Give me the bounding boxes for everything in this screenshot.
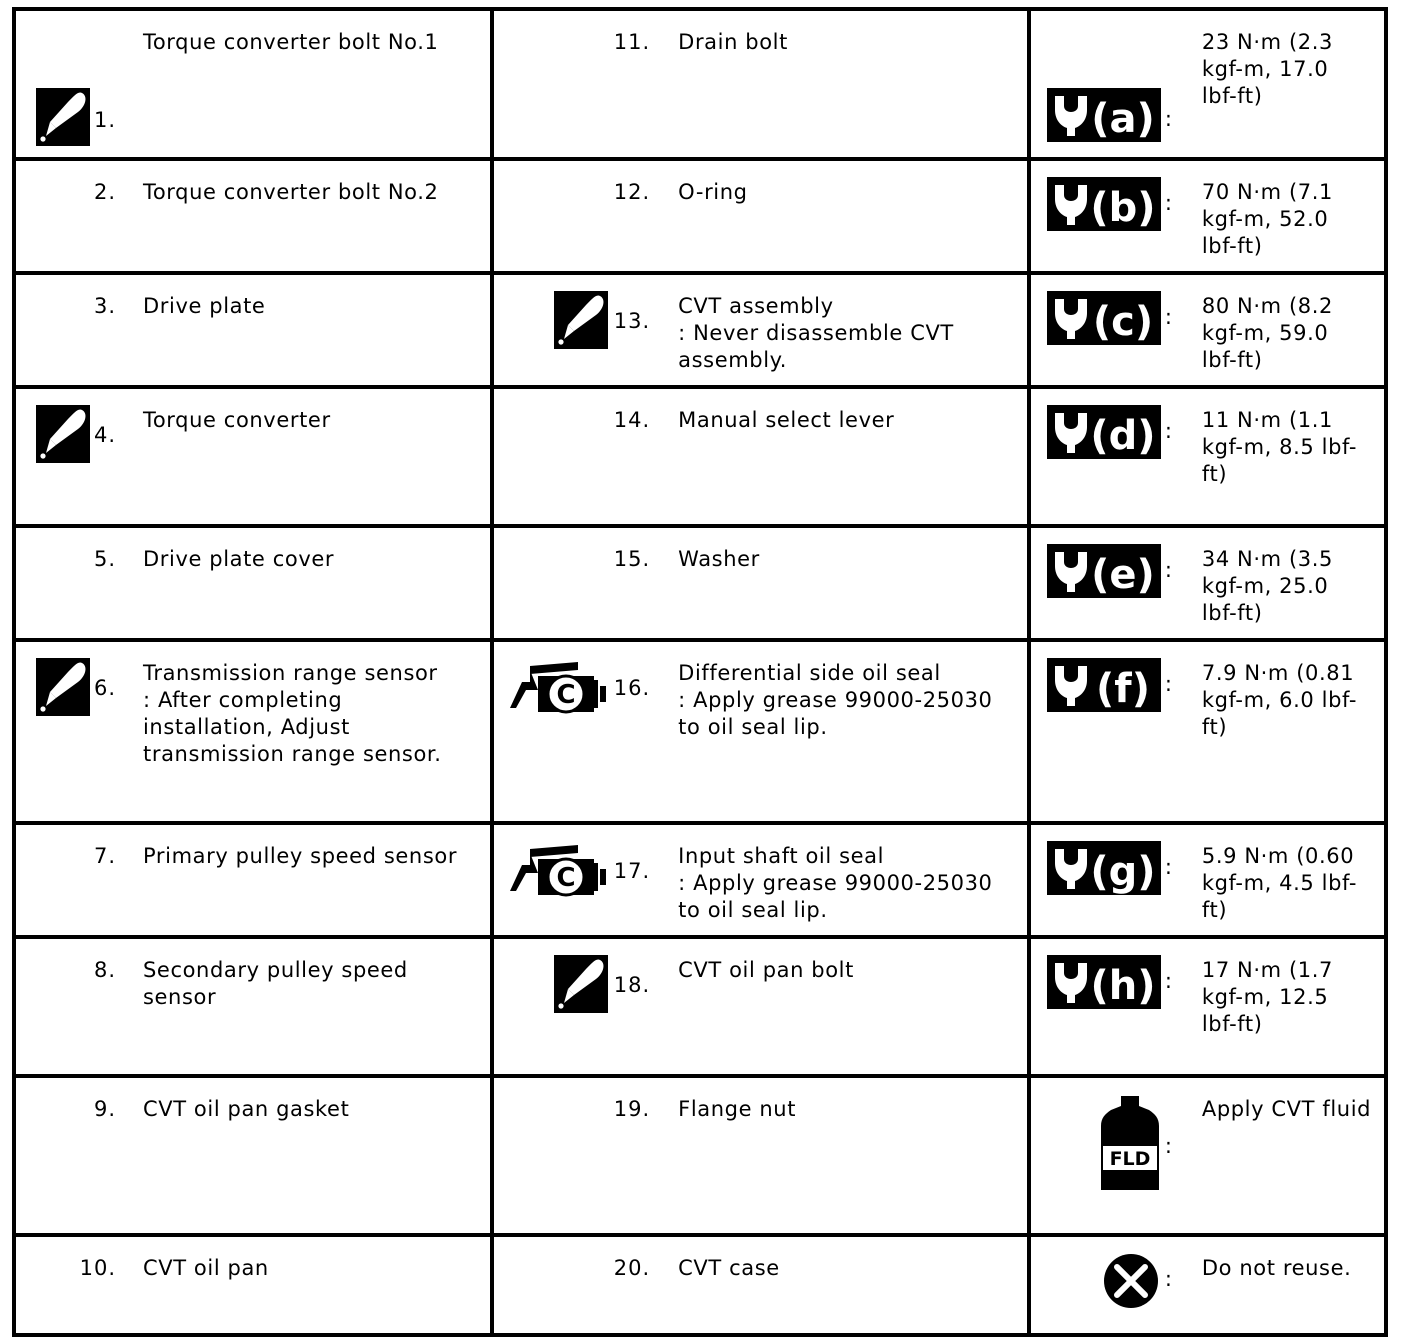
spec-cell (1029, 1235, 1386, 1335)
item-number: 16. (613, 676, 651, 700)
spec-text: Apply CVT fluid (1201, 1097, 1372, 1121)
spec-cell (1029, 387, 1386, 526)
item-number: 2. (93, 180, 116, 204)
colon: : (1164, 305, 1172, 329)
spec-cell (1029, 159, 1386, 273)
colon: : (1164, 1134, 1172, 1158)
component-cell (14, 937, 492, 1076)
component-name: CVT oil pan (143, 1256, 269, 1280)
torque-wrench-icon (1047, 544, 1161, 598)
table-row (14, 1076, 1386, 1235)
torque-wrench-icon (1047, 658, 1161, 712)
item-number: 12. (613, 180, 651, 204)
component-name: Differential side oil seal : Apply grease 99000-25030 to oil seal lip. (678, 661, 993, 739)
colon: : (1164, 107, 1172, 131)
component-cell (14, 1235, 492, 1335)
torque-value: 70 N·m (7.1 kgf-m, 52.0 lbf-ft) (1201, 180, 1333, 258)
component-name: Torque converter (143, 408, 331, 432)
torque-value: 17 N·m (1.7 kgf-m, 12.5 lbf-ft) (1201, 958, 1333, 1036)
table-row (14, 937, 1386, 1076)
colon: : (1164, 191, 1172, 215)
torque-wrench-icon (1047, 955, 1161, 1009)
torque-value: 23 N·m (2.3 kgf-m, 17.0 lbf-ft) (1201, 30, 1333, 108)
item-number: 6. (93, 676, 116, 700)
component-cell (14, 526, 492, 640)
component-name: Drive plate (143, 294, 266, 318)
component-cell (14, 1076, 492, 1235)
torque-label: (b) (1090, 185, 1156, 231)
torque-value: 34 N·m (3.5 kgf-m, 25.0 lbf-ft) (1201, 547, 1333, 625)
item-number: 7. (93, 844, 116, 868)
component-name: Manual select lever (678, 408, 895, 432)
fluid-label: FLD (1109, 1148, 1151, 1170)
colon: : (1164, 419, 1172, 443)
component-name: Secondary pulley speed sensor (143, 958, 408, 1009)
component-cell (492, 159, 1029, 273)
component-cell (492, 640, 1029, 823)
torque-value: 7.9 N·m (0.81 kgf-m, 6.0 lbf- ft) (1201, 661, 1358, 739)
table-row (14, 526, 1386, 640)
component-name: O-ring (678, 180, 748, 204)
spec-cell (1029, 823, 1386, 937)
component-name: Drive plate cover (143, 547, 335, 571)
spec-cell (1029, 937, 1386, 1076)
component-cell (492, 9, 1029, 159)
item-number: 20. (613, 1256, 651, 1280)
item-number: 3. (93, 294, 116, 318)
table-row (14, 1235, 1386, 1335)
item-number: 19. (613, 1097, 651, 1121)
spec-cell (1029, 9, 1386, 159)
colon: : (1164, 558, 1172, 582)
table-row (14, 9, 1386, 159)
table-row (14, 640, 1386, 823)
colon: : (1164, 855, 1172, 879)
torque-label: (e) (1091, 552, 1155, 598)
component-cell (14, 273, 492, 387)
torque-wrench-icon (1047, 405, 1161, 459)
item-number: 4. (93, 423, 116, 447)
torque-wrench-icon (1047, 841, 1161, 895)
component-cell (492, 1235, 1029, 1335)
torque-label: (d) (1090, 413, 1156, 459)
svg-text:C: C (556, 680, 576, 710)
component-name: Transmission range sensor : After completing installation, Adjust transmission range sensor. (143, 661, 442, 766)
table-row (14, 823, 1386, 937)
component-legend-table (12, 7, 1388, 1337)
component-cell (492, 273, 1029, 387)
component-name: Torque converter bolt No.2 (143, 180, 439, 204)
colon: : (1164, 969, 1172, 993)
component-name: CVT oil pan bolt (678, 958, 854, 982)
spec-cell (1029, 640, 1386, 823)
component-name: Flange nut (678, 1097, 797, 1121)
item-number: 15. (613, 547, 651, 571)
component-name: Primary pulley speed sensor (143, 844, 458, 868)
component-name: CVT oil pan gasket (143, 1097, 350, 1121)
item-number: 14. (613, 408, 651, 432)
component-cell (14, 159, 492, 273)
svg-text:C: C (556, 863, 576, 893)
colon: : (1164, 1267, 1172, 1291)
fluid-bottle-icon (1099, 1094, 1161, 1192)
component-name: Torque converter bolt No.1 (143, 30, 439, 54)
torque-label: (a) (1091, 96, 1155, 142)
torque-label: (h) (1090, 963, 1156, 1009)
component-cell (14, 9, 492, 159)
table-row (14, 159, 1386, 273)
table-row (14, 387, 1386, 526)
torque-wrench-icon (1047, 291, 1161, 345)
component-cell (492, 387, 1029, 526)
torque-wrench-icon (1047, 177, 1161, 231)
component-name: Washer (678, 547, 760, 571)
torque-value: 80 N·m (8.2 kgf-m, 59.0 lbf-ft) (1201, 294, 1333, 372)
component-name: CVT case (678, 1256, 780, 1280)
component-cell (14, 387, 492, 526)
component-cell (14, 640, 492, 823)
component-name: CVT assembly : Never disassemble CVT assembly. (678, 294, 954, 372)
torque-value: 11 N·m (1.1 kgf-m, 8.5 lbf- ft) (1201, 408, 1358, 486)
torque-label: (f) (1095, 666, 1150, 712)
spec-cell (1029, 526, 1386, 640)
torque-wrench-icon (1047, 88, 1161, 142)
torque-label: (c) (1092, 299, 1153, 345)
item-number: 13. (613, 309, 651, 333)
item-number: 8. (93, 958, 116, 982)
spec-text: Do not reuse. (1201, 1256, 1352, 1280)
item-number: 18. (613, 973, 651, 997)
table-row (14, 273, 1386, 387)
torque-value: 5.9 N·m (0.60 kgf-m, 4.5 lbf- ft) (1201, 844, 1358, 922)
spec-cell (1029, 1076, 1386, 1235)
component-cell (492, 1076, 1029, 1235)
component-cell (492, 526, 1029, 640)
item-number: 10. (79, 1256, 116, 1280)
torque-label: (g) (1090, 849, 1156, 895)
item-number: 9. (93, 1097, 116, 1121)
item-number: 11. (613, 30, 651, 54)
component-name: Input shaft oil seal : Apply grease 99000-25030 to oil seal lip. (678, 844, 993, 922)
component-cell (492, 937, 1029, 1076)
spec-cell (1029, 273, 1386, 387)
component-cell (14, 823, 492, 937)
item-number: 5. (93, 547, 116, 571)
component-cell (492, 823, 1029, 937)
do-not-reuse-icon (1103, 1253, 1159, 1309)
colon: : (1164, 672, 1172, 696)
item-number: 17. (613, 859, 651, 883)
item-number: 1. (93, 108, 116, 132)
component-name: Drain bolt (678, 30, 788, 54)
